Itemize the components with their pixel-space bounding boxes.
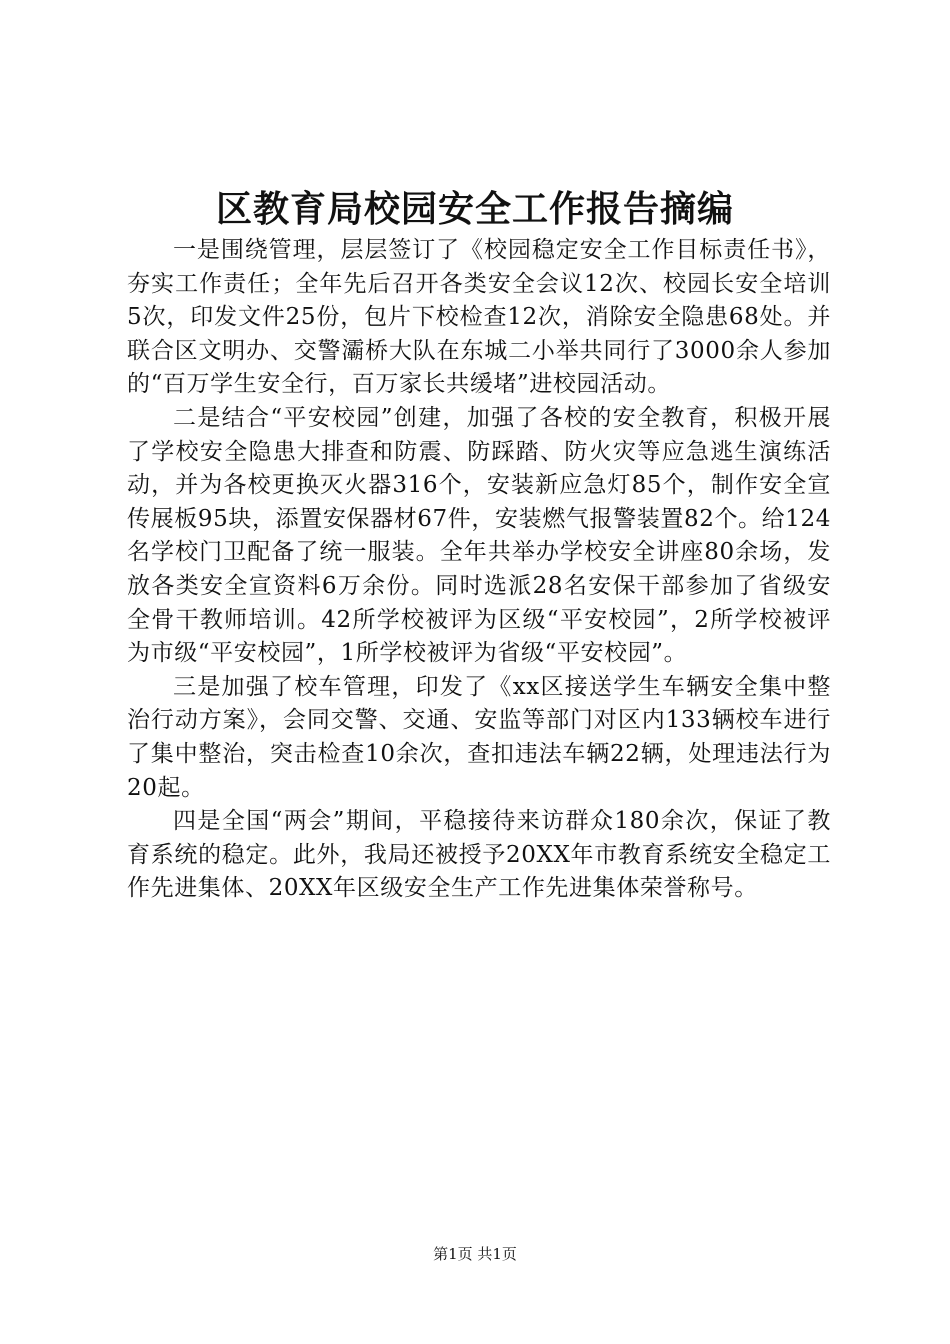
paragraph-2: 二是结合“平安校园”创建，加强了各校的安全教育，积极开展了学校安全隐患大排查和防震、防踩踏、防火灾等应急逃生演练活动，并为各校更换灭火器316个，安装新应急灯85个，制作安全宣传展板95块，添置安保器材67件，安装燃气报警装置82个。给124名学校门卫配备了统一服装。全年共举办学校安全讲座80余场，发放各类安全宣资料6万余份。同时选派28名安保干部参加了省级安全骨干教师培训。42所学校被评为区级“平安校园”，2所学校被评为市级“平安校园”，1所学校被评为省级“平安校园”。 — [127, 404, 831, 667]
paragraph-1: 一是围绕管理，层层签订了《校园稳定安全工作目标责任书》，夯实工作责任；全年先后召开各类安全会议12次、校园长安全培训5次，印发文件25份，包片下校检查12次，消除安全隐患68处。并联合区文明办、交警灞桥大队在东城二小举共同行了3000余人参加的“百万学生安全行，百万家长共缓堵”进校园活动。 — [127, 237, 831, 398]
document-body — [127, 234, 831, 906]
page-footer: 第1页 共1页 — [433, 1245, 517, 1263]
paragraph-3: 三是加强了校车管理，印发了《xx区接送学生车辆安全集中整治行动方案》，会同交警、交通、安监等部门对区内133辆校车进行了集中整治，突击检查10余次，查扣违法车辆22辆，处理违法行为20起。 — [127, 673, 831, 801]
document-title: 区教育局校园安全工作报告摘编 — [215, 188, 734, 230]
paragraph-4: 四是全国“两会”期间，平稳接待来访群众180余次，保证了教育系统的稳定。此外，我局还被授予20XX年市教育系统安全稳定工作先进集体、20XX年区级安全生产工作先进集体荣誉称号。 — [127, 808, 831, 902]
